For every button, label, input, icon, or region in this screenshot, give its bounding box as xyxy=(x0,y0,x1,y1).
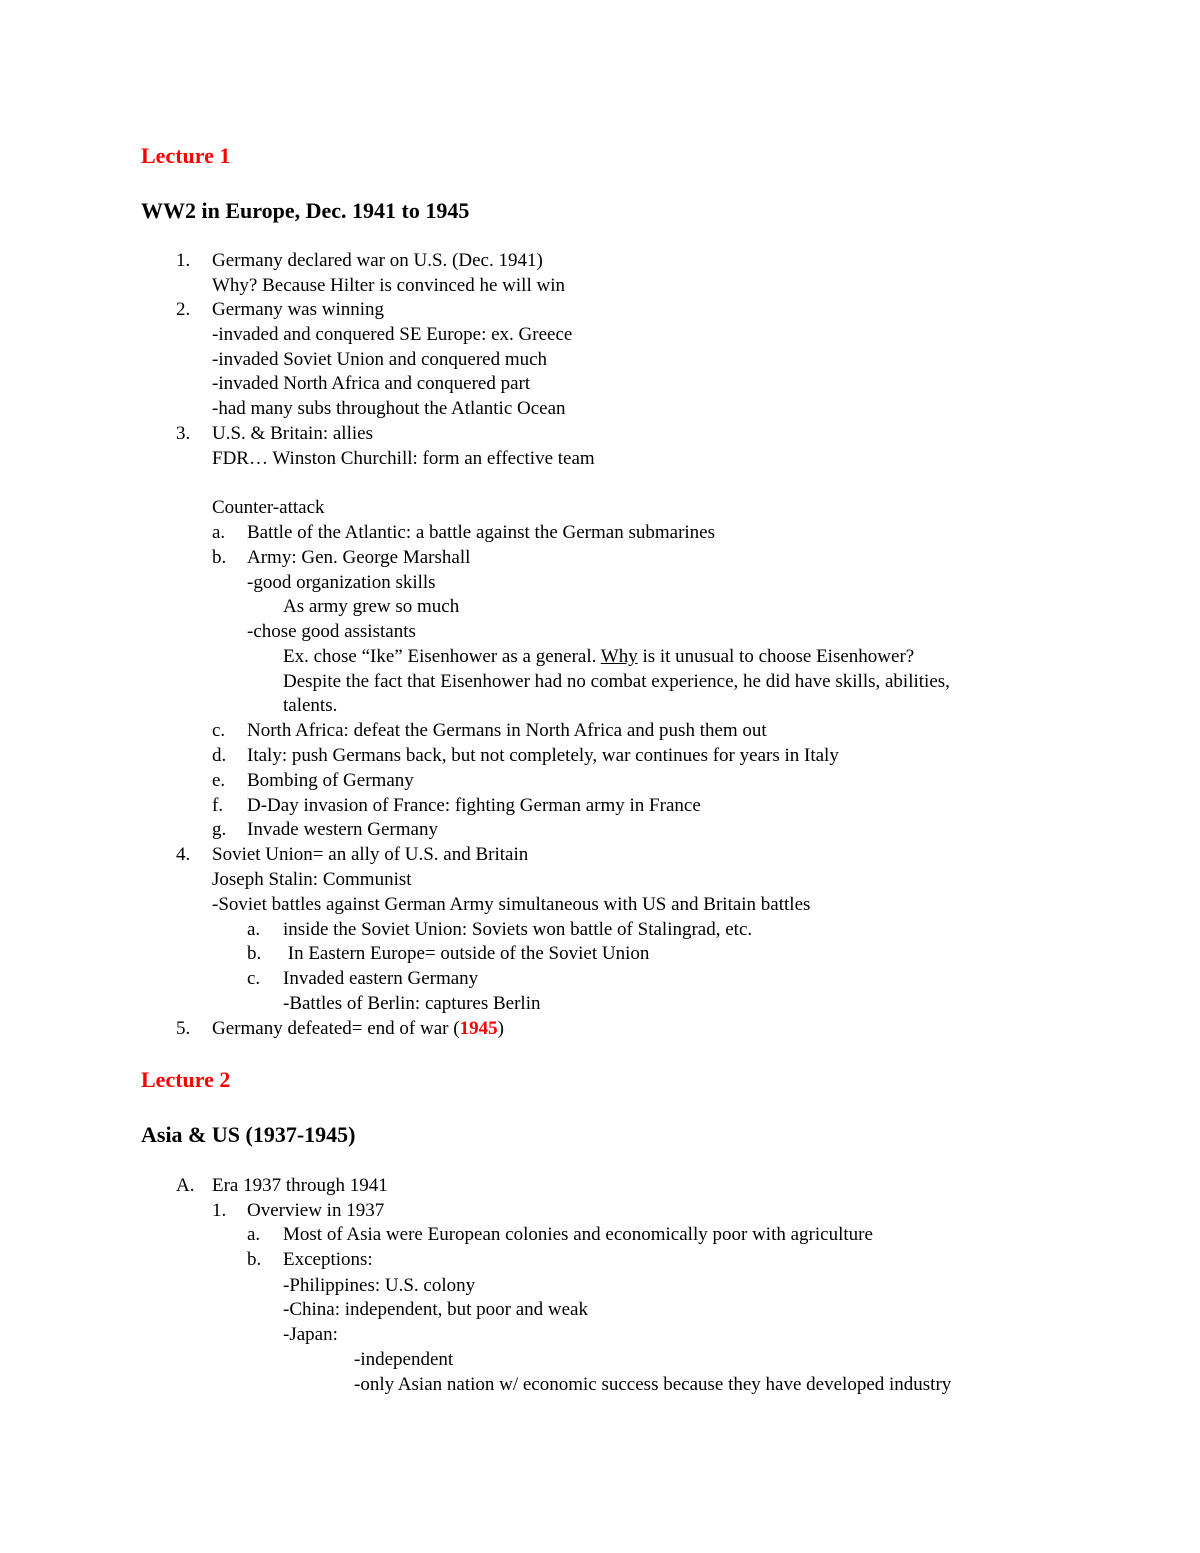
list-marker: f. xyxy=(212,795,224,816)
list-item: As army grew so much xyxy=(283,596,460,617)
list-item-text: ) xyxy=(497,1018,504,1039)
list-item: Invaded eastern Germany xyxy=(283,968,479,989)
list-item: Overview in 1937 xyxy=(247,1200,385,1221)
lecture-2-title: Asia & US (1937-1945) xyxy=(141,1122,356,1147)
list-marker: 1. xyxy=(176,250,191,271)
list-item: Bombing of Germany xyxy=(247,770,414,791)
list-item: Counter-attack xyxy=(212,497,325,518)
list-item: -only Asian nation w/ economic success because they have developed industry xyxy=(354,1374,952,1395)
list-marker: 5. xyxy=(176,1018,191,1039)
list-item-text: Ex. chose “Ike” Eisenhower as a general. xyxy=(283,646,601,667)
list-marker: b. xyxy=(212,547,227,568)
list-item: FDR… Winston Churchill: form an effective team xyxy=(212,448,595,469)
list-item: Most of Asia were European colonies and economically poor with agriculture xyxy=(283,1224,873,1245)
list-item: Battle of the Atlantic: a battle against the German submarines xyxy=(247,522,715,543)
list-marker: a. xyxy=(247,1224,261,1245)
list-item: Despite the fact that Eisenhower had no combat experience, he did have skills, abilities, xyxy=(283,671,950,692)
list-item: Germany declared war on U.S. (Dec. 1941) xyxy=(212,250,543,271)
list-item: -invaded and conquered SE Europe: ex. Greece xyxy=(212,324,573,345)
lecture-1-title: WW2 in Europe, Dec. 1941 to 1945 xyxy=(141,198,470,223)
list-item: Invade western Germany xyxy=(247,819,438,840)
list-marker: b. xyxy=(247,1249,262,1270)
list-marker: a. xyxy=(247,919,261,940)
list-item: Era 1937 through 1941 xyxy=(212,1175,388,1196)
list-item: -independent xyxy=(354,1349,454,1370)
list-marker: 2. xyxy=(176,299,191,320)
lecture-1-heading: Lecture 1 xyxy=(141,143,231,168)
list-marker: 4. xyxy=(176,844,191,865)
list-item: Joseph Stalin: Communist xyxy=(212,869,412,890)
list-item: Germany was winning xyxy=(212,299,385,320)
list-item: D-Day invasion of France: fighting German army in France xyxy=(247,795,701,816)
list-item: -Philippines: U.S. colony xyxy=(283,1275,476,1296)
list-marker: c. xyxy=(247,968,261,989)
list-marker: g. xyxy=(212,819,227,840)
list-item: -invaded North Africa and conquered part xyxy=(212,373,531,394)
list-item: U.S. & Britain: allies xyxy=(212,423,373,444)
list-item-text: Germany defeated= end of war ( xyxy=(212,1018,460,1039)
list-marker: d. xyxy=(212,745,227,766)
list-item: Soviet Union= an ally of U.S. and Britain xyxy=(212,844,529,865)
underlined-word: Why xyxy=(600,646,638,667)
list-item: In Eastern Europe= outside of the Soviet Union xyxy=(283,943,650,964)
list-item-text: is it unusual to choose Eisenhower? xyxy=(637,646,915,667)
list-item: talents. xyxy=(283,695,338,716)
list-item: -chose good assistants xyxy=(247,621,416,642)
list-item xyxy=(212,1017,504,1041)
list-marker: a. xyxy=(212,522,226,543)
highlighted-year: 1945 xyxy=(459,1018,498,1039)
list-item: Exceptions: xyxy=(283,1249,373,1270)
list-item: -good organization skills xyxy=(247,572,436,593)
list-item: -Battles of Berlin: captures Berlin xyxy=(283,993,541,1014)
list-item: -China: independent, but poor and weak xyxy=(283,1299,588,1320)
list-marker: b. xyxy=(247,943,262,964)
list-item: inside the Soviet Union: Soviets won battle of Stalingrad, etc. xyxy=(283,919,753,940)
list-marker: A. xyxy=(176,1175,195,1196)
list-marker: 1. xyxy=(212,1200,227,1221)
list-marker: c. xyxy=(212,720,226,741)
list-marker: e. xyxy=(212,770,226,791)
list-item: Army: Gen. George Marshall xyxy=(247,547,471,568)
list-item xyxy=(283,645,914,669)
list-item: -had many subs throughout the Atlantic Ocean xyxy=(212,398,566,419)
lecture-2-heading: Lecture 2 xyxy=(141,1067,231,1092)
list-item: Why? Because Hilter is convinced he will win xyxy=(212,275,565,296)
list-item: Italy: push Germans back, but not completely, war continues for years in Italy xyxy=(247,745,839,766)
list-marker: 3. xyxy=(176,423,191,444)
list-item: -invaded Soviet Union and conquered much xyxy=(212,349,548,370)
list-item: -Soviet battles against German Army simultaneous with US and Britain battles xyxy=(212,894,811,915)
list-item: -Japan: xyxy=(283,1324,338,1345)
list-item: North Africa: defeat the Germans in North Africa and push them out xyxy=(247,720,767,741)
